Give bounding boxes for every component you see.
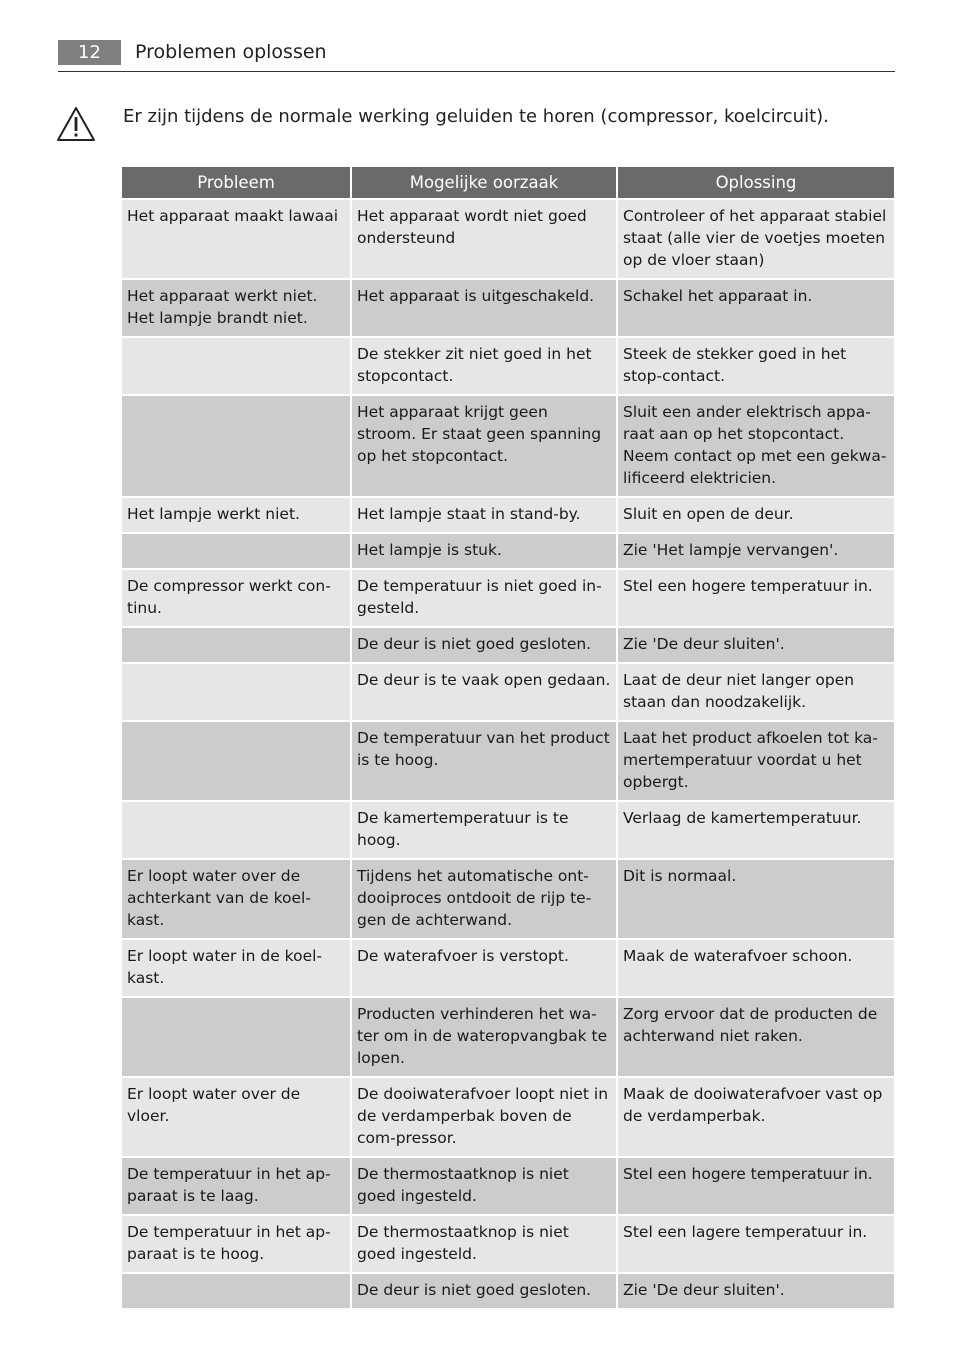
cell-cause: De waterafvoer is verstopt.	[352, 940, 616, 996]
cell-cause: Producten verhinderen het wa-ter om in de wateropvangbak te lopen.	[352, 998, 616, 1076]
cell-problem: De temperatuur in het ap-paraat is te laag.	[122, 1158, 350, 1214]
cell-problem	[122, 338, 350, 394]
table-row	[122, 280, 894, 336]
column-header-cause: Mogelijke oorzaak	[352, 167, 616, 198]
cell-cause: De deur is niet goed gesloten.	[352, 628, 616, 662]
cell-solution: Zorg ervoor dat de producten de achterwand niet raken.	[618, 998, 894, 1076]
cell-cause: Het lampje is stuk.	[352, 534, 616, 568]
cell-cause: Het apparaat is uitgeschakeld.	[352, 280, 616, 336]
warning-triangle-icon	[56, 106, 96, 142]
table-row	[122, 628, 894, 662]
table-row	[122, 1158, 894, 1214]
cell-problem	[122, 722, 350, 800]
cell-problem: Er loopt water in de koel-kast.	[122, 940, 350, 996]
section-title: Problemen oplossen	[135, 41, 327, 63]
table-header-row	[122, 167, 894, 198]
table-row	[122, 534, 894, 568]
table-row	[122, 570, 894, 626]
cell-solution: Stel een hogere temperatuur in.	[618, 1158, 894, 1214]
table-row	[122, 498, 894, 532]
cell-cause: De deur is niet goed gesloten.	[352, 1274, 616, 1308]
column-header-problem: Probleem	[122, 167, 350, 198]
table-row	[122, 860, 894, 938]
cell-cause: De dooiwaterafvoer loopt niet in de verdamperbak boven de com-pressor.	[352, 1078, 616, 1156]
cell-problem: Het lampje werkt niet.	[122, 498, 350, 532]
cell-solution: Laat de deur niet langer open staan dan noodzakelijk.	[618, 664, 894, 720]
cell-problem	[122, 802, 350, 858]
cell-cause: De thermostaatknop is niet goed ingesteld.	[352, 1216, 616, 1272]
cell-problem: Het apparaat werkt niet. Het lampje brandt niet.	[122, 280, 350, 336]
cell-solution: Zie 'De deur sluiten'.	[618, 1274, 894, 1308]
table-row	[122, 338, 894, 394]
cell-cause: De deur is te vaak open gedaan.	[352, 664, 616, 720]
warning-text: Er zijn tijdens de normale werking geluiden te horen (compressor, koelcircuit).	[123, 106, 829, 127]
cell-problem	[122, 396, 350, 496]
table-row	[122, 1274, 894, 1308]
cell-cause: Het lampje staat in stand-by.	[352, 498, 616, 532]
cell-cause: Het apparaat krijgt geen stroom. Er staat geen spanning op het stopcontact.	[352, 396, 616, 496]
cell-cause: De thermostaatknop is niet goed ingesteld.	[352, 1158, 616, 1214]
cell-problem: De compressor werkt con-tinu.	[122, 570, 350, 626]
cell-cause: De kamertemperatuur is te hoog.	[352, 802, 616, 858]
cell-solution: Controleer of het apparaat stabiel staat (alle vier de voetjes moeten op de vloer staan)	[618, 200, 894, 278]
table-body	[122, 200, 894, 1308]
cell-problem	[122, 998, 350, 1076]
cell-solution: Zie 'Het lampje vervangen'.	[618, 534, 894, 568]
table-row	[122, 200, 894, 278]
table-row	[122, 396, 894, 496]
cell-solution: Laat het product afkoelen tot ka-mertemperatuur voordat u het opbergt.	[618, 722, 894, 800]
cell-solution: Maak de dooiwaterafvoer vast op de verdamperbak.	[618, 1078, 894, 1156]
cell-cause: De temperatuur van het product is te hoog.	[352, 722, 616, 800]
cell-solution: Stel een hogere temperatuur in.	[618, 570, 894, 626]
table-row	[122, 722, 894, 800]
troubleshooting-table	[120, 165, 896, 1310]
cell-problem	[122, 534, 350, 568]
cell-cause: De temperatuur is niet goed in-gesteld.	[352, 570, 616, 626]
cell-problem	[122, 1274, 350, 1308]
page-header	[58, 40, 895, 72]
table-row	[122, 1216, 894, 1272]
table-row	[122, 998, 894, 1076]
cell-solution: Verlaag de kamertemperatuur.	[618, 802, 894, 858]
page-number: 12	[58, 40, 121, 65]
cell-solution: Zie 'De deur sluiten'.	[618, 628, 894, 662]
table-row	[122, 664, 894, 720]
table-row	[122, 1078, 894, 1156]
cell-solution: Steek de stekker goed in het stop-contact.	[618, 338, 894, 394]
cell-problem	[122, 628, 350, 662]
cell-cause: De stekker zit niet goed in het stopcontact.	[352, 338, 616, 394]
cell-problem	[122, 664, 350, 720]
cell-solution: Maak de waterafvoer schoon.	[618, 940, 894, 996]
column-header-solution: Oplossing	[618, 167, 894, 198]
table-row	[122, 940, 894, 996]
cell-problem: Het apparaat maakt lawaai	[122, 200, 350, 278]
table-row	[122, 802, 894, 858]
cell-solution: Dit is normaal.	[618, 860, 894, 938]
cell-solution: Sluit een ander elektrisch appa-raat aan op het stopcontact. Neem contact op met een gekwa-lificeerd elektricien.	[618, 396, 894, 496]
cell-problem: Er loopt water over de achterkant van de koel-kast.	[122, 860, 350, 938]
cell-problem: De temperatuur in het ap-paraat is te hoog.	[122, 1216, 350, 1272]
cell-solution: Schakel het apparaat in.	[618, 280, 894, 336]
cell-cause: Het apparaat wordt niet goed ondersteund	[352, 200, 616, 278]
cell-cause: Tijdens het automatische ont-dooiproces ontdooit de rijp te-gen de achterwand.	[352, 860, 616, 938]
cell-solution: Sluit en open de deur.	[618, 498, 894, 532]
cell-solution: Stel een lagere temperatuur in.	[618, 1216, 894, 1272]
cell-problem: Er loopt water over de vloer.	[122, 1078, 350, 1156]
